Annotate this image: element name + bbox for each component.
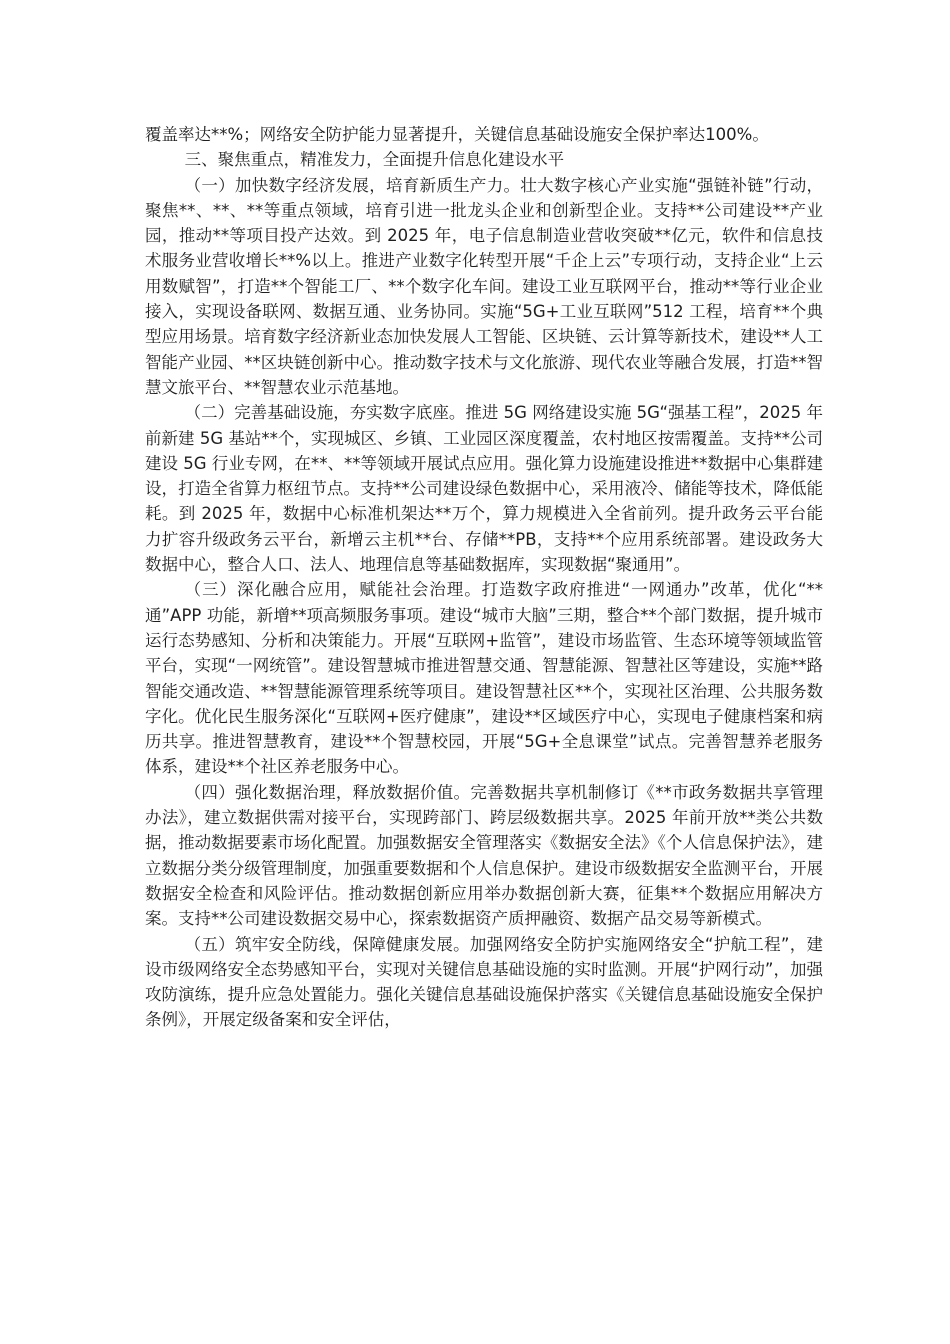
paragraph-data-governance: （四）强化数据治理，释放数据价值。完善数据共享机制修订《**市政务数据共享管理办法》，建立数据供需对接平台，实现跨部门、跨层级数据共享。2025 年前开放**类公共数据，推动数据要素市场化配置。加强数据安全管理落实《数据安全法》《个人信息保护法》，建立数据分类分级管理制度，加强重要数据和个人信息保护。建设市级数据安全监测平台，开展数据安全检查和风险评估。推动数据创新应用举办数据创新大赛，征集**个数据应用解决方案。支持**公司建设数据交易中心，探索数据资产质押融资、数据产品交易等新模式。 bbox=[145, 782, 823, 929]
section-heading: 三、聚焦重点，精准发力，全面提升信息化建设水平 bbox=[184, 150, 565, 170]
paragraph-integration: （三）深化融合应用，赋能社会治理。打造数字政府推进“一网通办”改革，优化“**通”APP 功能，新增**项高频服务事项。建设“城市大脑”三期，整合**个部门数据，提升城市运行态势感知、分析和决策能力。开展“互联网+监管”，建设市场监管、生态环境等领域监管平台，实现“一网统管”。建设智慧城市推进智慧交通、智慧能源、智慧社区等建设，实施**路智能交通改造、**智慧能源管理系统等项目。建设智慧社区**个，实现社区治理、公共服务数字化。优化民生服务深化“互联网+医疗健康”，建设**区域医疗中心，实现电子健康档案和病历共享。推进智慧教育，建设**个智慧校园，开展“5G+全息课堂”试点。完善智慧养老服务体系，建设**个社区养老服务中心。 bbox=[145, 580, 823, 777]
document-body bbox=[145, 122, 823, 1033]
paragraph-continuation: 覆盖率达**%；网络安全防护能力显著提升，关键信息基础设施安全保护率达100%。 bbox=[145, 125, 769, 144]
paragraph-infrastructure: （二）完善基础设施，夯实数字底座。推进 5G 网络建设实施 5G“强基工程”，2025 年前新建 5G 基站**个，实现城区、乡镇、工业园区深度覆盖，农村地区按需覆盖。支持**公司建设 5G 行业专网，在**、**等领域开展试点应用。强化算力设施建设推进**数据中心集群建设，打造全省算力枢纽节点。支持**公司建设绿色数据中心，采用液冷、储能等技术，降低能耗。到 2025 年，数据中心标准机架达**万个，算力规模进入全省前列。提升政务云平台能力扩容升级政务云平台，新增云主机**台、存储**PB，支持**个应用系统部署。建设政务大数据中心，整合人口、法人、地理信息等基础数据库，实现数据“聚通用”。 bbox=[145, 403, 823, 575]
paragraph-security: （五）筑牢安全防线，保障健康发展。加强网络安全防护实施网络安全“护航工程”，建设市级网络安全态势感知平台，实现对关键信息基础设施的实时监测。开展“护网行动”，加强攻防演练，提升应急处置能力。强化关键信息基础设施保护落实《关键信息基础设施安全保护条例》，开展定级备案和安全评估， bbox=[145, 934, 823, 1030]
paragraph-digital-economy: （一）加快数字经济发展，培育新质生产力。壮大数字核心产业实施“强链补链”行动，聚焦**、**、**等重点领域，培育引进一批龙头企业和创新型企业。支持**公司建设**产业园，推动**等项目投产达效。到 2025 年，电子信息制造业营收突破**亿元，软件和信息技术服务业营收增长**%以上。推进产业数字化转型开展“千企上云”专项行动，支持企业“上云用数赋智”，打造**个智能工厂、**个数字化车间。建设工业互联网平台，推动**等行业企业接入，实现设备联网、数据互通、业务协同。实施“5G+工业互联网”512 工程，培育**个典型应用场景。培育数字经济新业态加快发展人工智能、区块链、云计算等新技术，建设**人工智能产业园、**区块链创新中心。推动数字技术与文化旅游、现代农业等融合发展，打造**智慧文旅平台、**智慧农业示范基地。 bbox=[145, 175, 823, 397]
